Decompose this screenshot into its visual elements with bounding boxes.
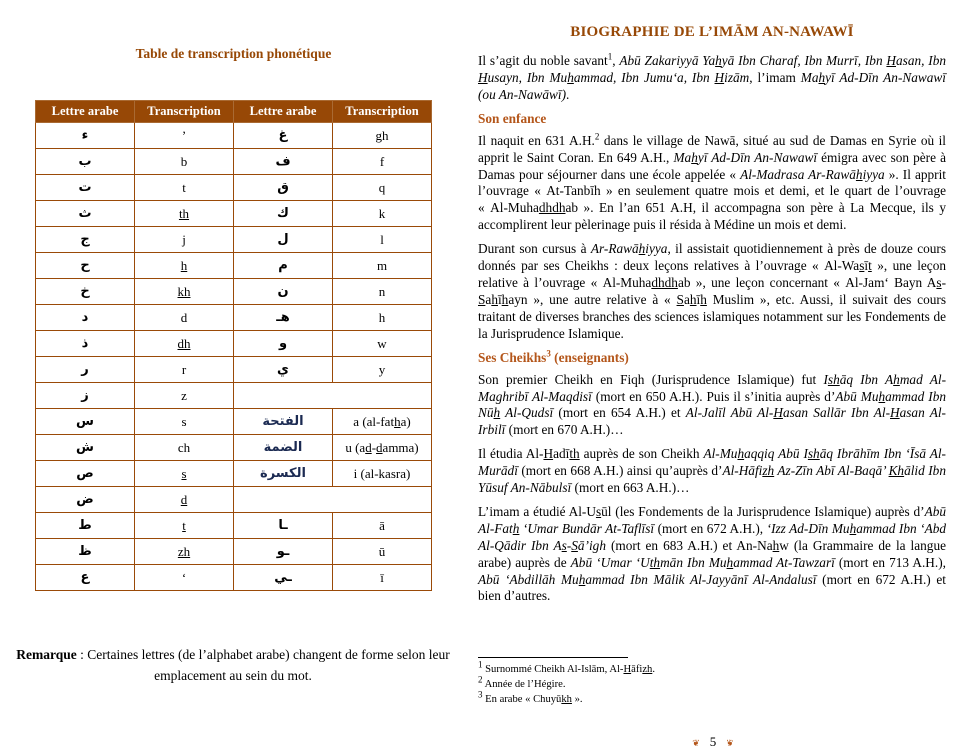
transcription-cell: b xyxy=(135,149,234,175)
arabic-letter-cell: ق xyxy=(234,175,333,201)
table-row xyxy=(36,149,432,175)
page-number-footer xyxy=(470,734,956,750)
remark-note xyxy=(4,644,462,686)
arabic-letter-cell: الفتحة xyxy=(234,409,333,435)
arabic-letter-cell: ف xyxy=(234,149,333,175)
transcription-cell: w xyxy=(333,331,432,357)
arabic-letter-cell: الضمة xyxy=(234,435,333,461)
transcription-cell: ‘ xyxy=(135,565,234,591)
transcription-cell: d xyxy=(135,305,234,331)
table-row xyxy=(36,539,432,565)
remark-label: Remarque xyxy=(16,647,77,662)
arabic-letter-cell: ت xyxy=(36,175,135,201)
footnote-1: $^1$ Surnommé Cheikh Al-Islām, Al-Hāfizh. xyxy=(478,659,655,675)
transcription-cell: f xyxy=(333,149,432,175)
vowel-section-header: Voyelles longues xyxy=(234,487,432,513)
transcription-cell: j xyxy=(135,227,234,253)
arabic-letter-cell: ض xyxy=(36,487,135,513)
remark-text: : Certaines lettres (de l’alphabet arabe) changent de forme selon leur emplacement au sein du mot. xyxy=(76,647,450,683)
col-header-lettre-arabe-1: Lettre arabe xyxy=(36,101,135,123)
arabic-letter-cell: ب xyxy=(36,149,135,175)
table-row xyxy=(36,279,432,305)
transcription-cell: n xyxy=(333,279,432,305)
transcription-cell: t xyxy=(135,175,234,201)
transcription-cell: r xyxy=(135,357,234,383)
arabic-letter-cell: ي xyxy=(234,357,333,383)
footnote-3: $^3$ En arabe « Chuyūkh ». xyxy=(478,689,583,705)
arabic-letter-cell: ك xyxy=(234,201,333,227)
paragraph-cursus: Durant son cursus à Ar-Rawāhiyya, il assistait quotidiennement à près de douze cours donnés par ses Cheikhs : deux leçons relatives à l’ouvrage « Al-Wasīt », une leçon relative à l’ouvrage « Al-Muhadhdhab », une leçon concernant « Al-Jam‘ Bayn As-Sahīhayn », une autre relative à « Sahīh Muslim », etc. Aussi, il suivait des cours traitant de diverses branches des sciences islamiques notamment sur les Fondements de la Jurisprudence Islamique. xyxy=(478,241,947,341)
arabic-letter-cell: ن xyxy=(234,279,333,305)
transcription-cell: l xyxy=(333,227,432,253)
page-number: 5 xyxy=(709,734,717,749)
transcription-cell: m xyxy=(333,253,432,279)
vowel-section-header: Voyelles courtes xyxy=(234,383,432,409)
transcription-cell: kh xyxy=(135,279,234,305)
table-header-row xyxy=(36,101,432,123)
transcription-cell: a (al-fatha) xyxy=(333,409,432,435)
transcription-table-body xyxy=(36,123,432,591)
arabic-letter-cell: ظ xyxy=(36,539,135,565)
footnote-2: $^2$ Année de l’Hégire. xyxy=(478,674,566,690)
phonetic-transcription-table xyxy=(35,100,432,591)
table-row xyxy=(36,565,432,591)
arabic-letter-cell: س xyxy=(36,409,135,435)
transcription-cell: th xyxy=(135,201,234,227)
arabic-letter-cell: ح xyxy=(36,253,135,279)
transcription-cell: gh xyxy=(333,123,432,149)
transcription-cell: y xyxy=(333,357,432,383)
section-heading-enfance: Son enfance xyxy=(478,110,547,126)
arabic-letter-cell: غ xyxy=(234,123,333,149)
transcription-cell: ch xyxy=(135,435,234,461)
col-header-lettre-arabe-2: Lettre arabe xyxy=(234,101,333,123)
arabic-letter-cell: ـو xyxy=(234,539,333,565)
paragraph-usul: L’imam a étudié Al-Usūl (les Fondements de la Jurisprudence Islamique) auprès d’Abū Al-Fath ‘Umar Bundār At-Taflīsī (mort en 672 A.H.), ‘Izz Ad-Dīn Muhammad Ibn ‘Abd Al-Qādir Ibn As-Sā’igh (mort en 683 A.H.) et An-Nahw (la Grammaire de la langue arabe) auprès de Abū ‘Umar ‘Uthmān Ibn Muhammad At-Tawzarī (mort en 713 A.H.), Abū ‘Abdillāh Muhammad Ibn Mālik Al-Jayyānī Al-Andalusī (mort en 672 A.H.) et bien d’autres. xyxy=(478,503,947,604)
table-row xyxy=(36,175,432,201)
arabic-letter-cell: ص xyxy=(36,461,135,487)
arabic-letter-cell: ط xyxy=(36,513,135,539)
transcription-cell: s xyxy=(135,461,234,487)
transcription-cell: z xyxy=(135,383,234,409)
table-row xyxy=(36,409,432,435)
arabic-letter-cell: ل xyxy=(234,227,333,253)
transcription-cell: h xyxy=(135,253,234,279)
transcription-cell: h xyxy=(333,305,432,331)
table-row xyxy=(36,331,432,357)
table-row xyxy=(36,305,432,331)
transcription-cell: ’ xyxy=(135,123,234,149)
paragraph-fiqh: Son premier Cheikh en Fiqh (Jurisprudence Islamique) fut Ishāq Ibn Ahmad Al-Maghribī Al-Maqdisī (mort en 650 A.H.). Puis il s’initia auprès d’Abū Muhammad Ibn Nūh Al-Qudsī (mort en 654 A.H.) et Al-Jalīl Abū Al-Hasan Sallār Ibn Al-Hasan Al-Irbilī (mort en 670 A.H.)… xyxy=(478,371,947,438)
phonetic-table-title: Table de transcription phonétique xyxy=(135,46,332,61)
arabic-letter-cell: ذ xyxy=(36,331,135,357)
transcription-cell: ā xyxy=(333,513,432,539)
footnote-separator xyxy=(478,657,628,658)
footnotes-block xyxy=(478,657,946,707)
arabic-letter-cell: د xyxy=(36,305,135,331)
arabic-letter-cell: م xyxy=(234,253,333,279)
table-row xyxy=(36,253,432,279)
transcription-cell: d xyxy=(135,487,234,513)
arabic-letter-cell: ر xyxy=(36,357,135,383)
transcription-cell: dh xyxy=(135,331,234,357)
transcription-cell: zh xyxy=(135,539,234,565)
arabic-letter-cell: ش xyxy=(36,435,135,461)
arabic-letter-cell: ز xyxy=(36,383,135,409)
arabic-letter-cell: ج xyxy=(36,227,135,253)
arabic-letter-cell: و xyxy=(234,331,333,357)
paragraph-hadith: Il étudia Al-Hadīth auprès de son Cheikh Al-Muhaqqiq Abū Ishāq Ibrāhīm Ibn ‘Īsā Al-Murādī (mort en 668 A.H.) ainsi qu’auprès d’Al-Hāfizh Az-Zīn Abī Al-Baqā’ Khālid Ibn Yūsuf An-Nābulsī (mort en 663 A.H.)… xyxy=(478,446,946,496)
table-row xyxy=(36,487,432,513)
col-header-transcription-1: Transcription xyxy=(135,101,234,123)
table-row xyxy=(36,513,432,539)
paragraph-naissance: Il naquit en 631 A.H.$^2$ dans le village de Nawā, situé au sud de Damas en Syrie où il apprit le Saint Coran. En 649 A.H., Mahyī Ad-Dīn An-Nawawī émigra avec son père à Damas pour séjourner dans une école appelée « Al-Madrasa Ar-Rawāhiyya ». Il apprit l’ouvrage « At-Tanbīh » en seulement quatre mois et demi, et le quart de l’ouvrage « Al-Muhadhdhab ». En l’an 651 A.H, il accompagna son père à La Mecque, ils y accomplirent leur pèlerinage puis il résida à Médine un mois et demi. xyxy=(478,131,946,233)
arabic-letter-cell: ث xyxy=(36,201,135,227)
page-title: BIOGRAPHIE DE L’IMĀM AN-NAWAWĪ xyxy=(570,24,854,40)
transcription-cell: q xyxy=(333,175,432,201)
table-row xyxy=(36,435,432,461)
section-heading-cheikhs: Ses Cheikhs$^3$ (enseignants) xyxy=(478,348,629,365)
transcription-cell: ī xyxy=(333,565,432,591)
arabic-letter-cell: ـا xyxy=(234,513,333,539)
arabic-letter-cell: ع xyxy=(36,565,135,591)
transcription-cell: u (ad-damma) xyxy=(333,435,432,461)
table-row xyxy=(36,123,432,149)
col-header-transcription-2: Transcription xyxy=(333,101,432,123)
transcription-cell: ū xyxy=(333,539,432,565)
arabic-letter-cell: خ xyxy=(36,279,135,305)
table-row xyxy=(36,461,432,487)
ornament-icon: ❦ xyxy=(692,737,700,748)
ornament-icon: ❦ xyxy=(726,737,734,748)
arabic-letter-cell: ء xyxy=(36,123,135,149)
arabic-letter-cell: هـ xyxy=(234,305,333,331)
table-row xyxy=(36,227,432,253)
paragraph-intro: Il s’agit du noble savant$^1$, Abū Zakariyyā Yahyā Ibn Charaf, Ibn Murrī, Ibn Hasan, Ibn Husayn, Ibn Muhammad, Ibn Jumu‘a, Ibn Hizām, l’imam Mahyī Ad-Dīn An-Nawawī (ou An-Nawāwī). xyxy=(478,51,946,102)
transcription-cell: i (al-kasra) xyxy=(333,461,432,487)
arabic-letter-cell: الكسرة xyxy=(234,461,333,487)
transcription-cell: t xyxy=(135,513,234,539)
biography-column xyxy=(478,24,946,612)
table-row xyxy=(36,383,432,409)
table-row xyxy=(36,357,432,383)
transcription-cell: s xyxy=(135,409,234,435)
transcription-cell: k xyxy=(333,201,432,227)
table-row xyxy=(36,201,432,227)
arabic-letter-cell: ـي xyxy=(234,565,333,591)
